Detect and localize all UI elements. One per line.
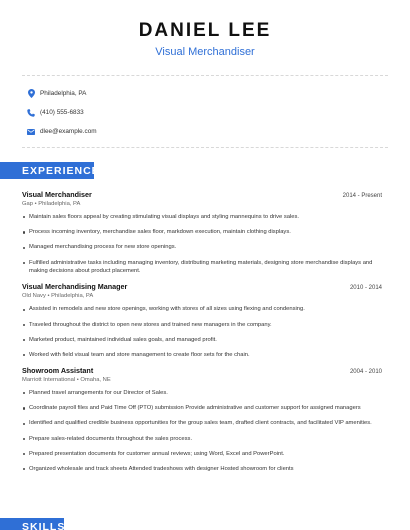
- resume-header: [0, 0, 410, 59]
- bullet-item: Prepare sales-related documents throughout the sales process.: [22, 435, 382, 444]
- job-entry: [22, 190, 382, 276]
- job-title: Showroom Assistant: [22, 366, 94, 376]
- contact-info: [22, 75, 388, 148]
- bullet-item: Marketed product, maintained individual sales goals, and managed profit.: [22, 336, 382, 345]
- location-pin-icon: [22, 89, 40, 98]
- bullet-item: Process incoming inventory, merchandise sales floor, markdown execution, maintain clothing displays.: [22, 228, 382, 237]
- job-bullets: [22, 213, 382, 276]
- bullet-item: Traveled throughout the district to open new stores and trained new managers in the company.: [22, 321, 382, 330]
- job-bullets: [22, 389, 382, 474]
- job-company: Marriott International • Omaha, NE: [22, 377, 111, 384]
- bullet-item: Identified and qualified credible business opportunities for the group sales team, drafted client contracts, and facilitated VIP amenities.: [22, 419, 382, 428]
- email-text: dlee@example.com: [40, 128, 97, 135]
- job-title: Visual Merchandising Manager: [22, 282, 128, 292]
- location-text: Philadelphia, PA: [40, 90, 87, 97]
- job-bullets: [22, 305, 382, 359]
- job-dates: 2014 - Present: [342, 193, 382, 199]
- job-company: Gap • Philadelphia, PA: [22, 201, 81, 207]
- bullet-item: Managed merchandising process for new store openings.: [22, 243, 382, 252]
- job-dates: 2010 - 2014: [349, 285, 382, 292]
- envelope-icon: [22, 129, 40, 135]
- job-company: Old Navy • Philadelphia, PA: [22, 293, 94, 300]
- phone-icon: [22, 109, 40, 117]
- bullet-item: Organized wholesale and track sheets Attended tradeshows with designer Hosted showroom for clients: [22, 465, 382, 474]
- bullet-item: Prepared presentation documents for customer annual reviews; using Word, Excel and PowerPoint.: [22, 450, 382, 459]
- bullet-item: Fulfilled administrative tasks including managing inventory, distributing marketing materials, designing store merchandise displays and making decisions about product placement.: [22, 259, 382, 276]
- job-entry: [22, 366, 382, 474]
- contact-location: [22, 84, 388, 103]
- contact-email: [22, 122, 388, 141]
- bullet-item: Planned travel arrangements for our Director of Sales.: [22, 389, 382, 398]
- bullet-item: Worked with field visual team and store management to create floor sets for the chain.: [22, 351, 382, 360]
- job-title: Visual Merchandiser: [22, 190, 92, 199]
- job-dates: 2004 - 2010: [349, 369, 382, 376]
- bullet-item: Assisted in remodels and new store openings, working with stores of all sizes using flexing and condensing.: [22, 305, 382, 314]
- skills-heading: SKILLS: [0, 518, 64, 530]
- experience-list: [22, 190, 382, 480]
- candidate-role: Visual Merchandiser: [155, 46, 255, 58]
- bullet-item: Coordinate payroll files and Paid Time Off (PTO) submission Provide administrative and customer support for assigned managers: [22, 404, 382, 413]
- bullet-item: Maintain sales floors appeal by creating stimulating visual displays and styling mannequins to drive sales.: [22, 213, 382, 222]
- candidate-name: DANIEL LEE: [138, 20, 272, 41]
- phone-text: (410) 555-6833: [40, 109, 84, 116]
- job-entry: [22, 282, 382, 359]
- contact-phone: [22, 103, 388, 122]
- experience-heading: EXPERIENCE: [0, 162, 94, 179]
